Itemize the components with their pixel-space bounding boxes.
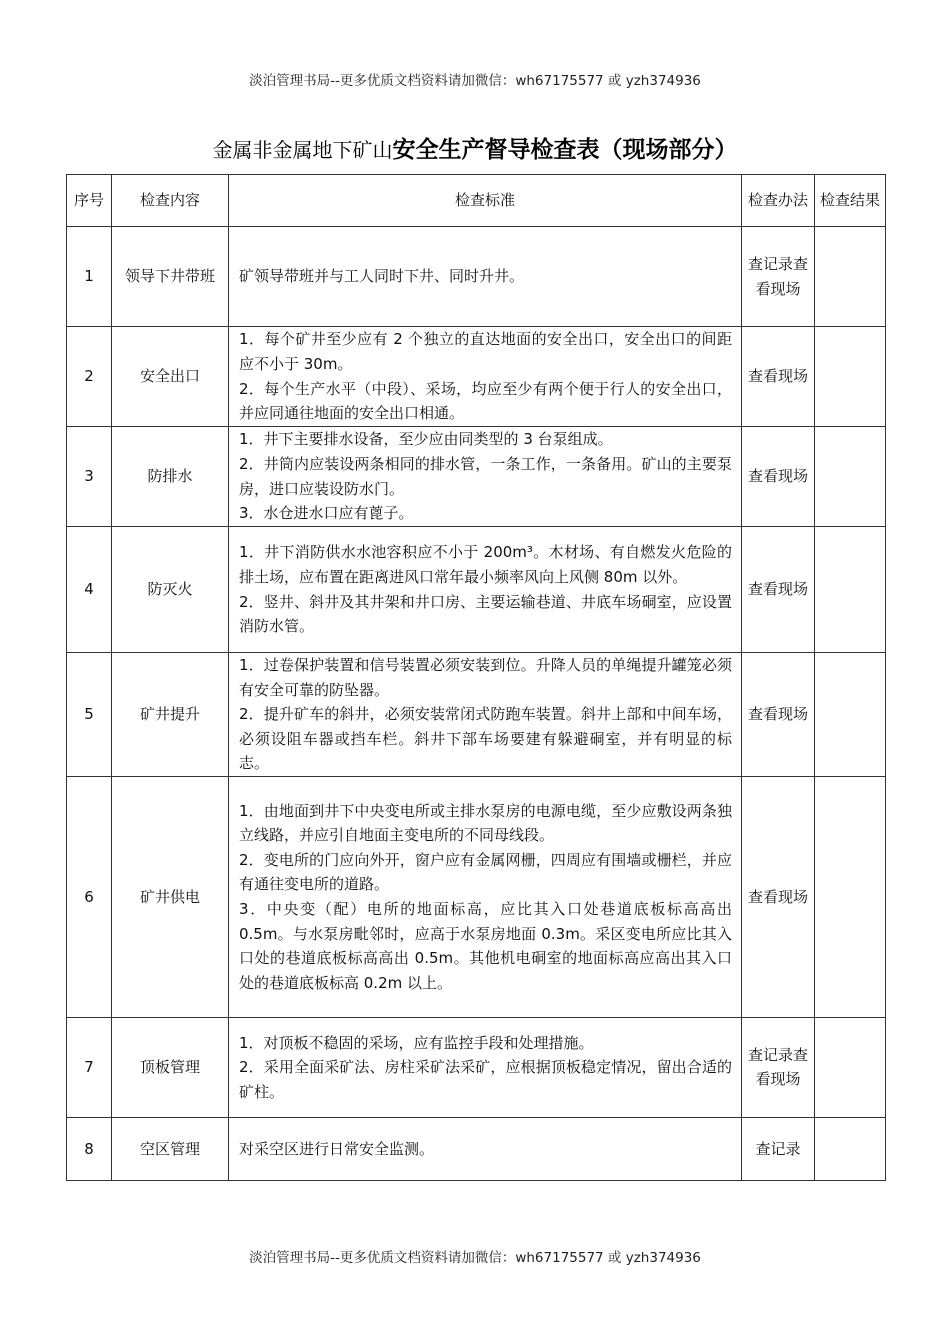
standard-clause: 3．中央变（配）电所的地面标高，应比其入口处巷道底板标高高出 0.5m。与水泵房毗邻时，应高于水泵房地面 0.3m。采区变电所应比其入口处的巷道底板标高高出 0.5m。其他机电硐室的地面标高应高出其入口处的巷道底板标高 0.2m 以上。	[239, 899, 732, 992]
standard-clause: 1．对顶板不稳固的采场，应有监控手段和处理措施。	[239, 1033, 594, 1052]
page-title	[0, 131, 950, 164]
check-item: 防排水	[112, 427, 229, 527]
table-row	[67, 527, 886, 653]
table-row	[67, 1017, 886, 1117]
header-no: 序号	[67, 175, 112, 227]
check-item: 矿井供电	[112, 776, 229, 1017]
standard-clause: 2．变电所的门应向外开，窗户应有金属网栅，四周应有围墙或栅栏，并应有通往变电所的道路。	[239, 850, 732, 894]
inspection-table	[66, 174, 886, 1181]
check-result	[815, 327, 886, 427]
standard-clause: 矿领导带班并与工人同时下井、同时升井。	[239, 267, 525, 286]
check-result	[815, 1117, 886, 1180]
check-item: 空区管理	[112, 1117, 229, 1180]
check-method: 查看现场	[742, 327, 815, 427]
standard-clause: 1．过卷保护装置和信号装置必须安装到位。升降人员的单绳提升罐笼必须有安全可靠的防坠器。	[239, 656, 732, 699]
row-number: 6	[67, 776, 112, 1017]
table-header-row	[67, 175, 886, 227]
header-note: 淡泊管理书局--更多优质文档资料请加微信：wh67175577 或 yzh374936	[249, 73, 701, 89]
row-number: 2	[67, 327, 112, 427]
check-item: 顶板管理	[112, 1017, 229, 1117]
table-row	[67, 427, 886, 527]
check-result	[815, 776, 886, 1017]
check-standard	[229, 427, 742, 527]
check-method: 查记录查看现场	[742, 227, 815, 327]
standard-clause: 3．水仓进水口应有蓖子。	[239, 504, 414, 523]
check-standard	[229, 1117, 742, 1180]
check-result	[815, 227, 886, 327]
standard-clause: 2．提升矿车的斜井，必须安装常闭式防跑车装置。斜井上部和中间车场，必须设阻车器或挡车栏。斜井下部车场要建有躲避硐室，并有明显的标志。	[239, 705, 732, 773]
standard-clause: 1．由地面到井下中央变电所或主排水泵房的电源电缆，至少应敷设两条独立线路，并应引自地面主变电所的不同母线段。	[239, 801, 732, 845]
check-standard	[229, 527, 742, 653]
standard-clause: 2．每个生产水平（中段）、采场，均应至少有两个便于行人的安全出口，并应同通往地面的安全出口相通。	[239, 379, 732, 423]
check-standard	[229, 1017, 742, 1117]
standard-clause: 2．竖井、斜井及其井架和井口房、主要运输巷道、井底车场硐室，应设置消防水管。	[239, 592, 732, 636]
table-body	[67, 227, 886, 1181]
row-number: 8	[67, 1117, 112, 1180]
row-number: 4	[67, 527, 112, 653]
check-standard	[229, 653, 742, 777]
header-result: 检查结果	[815, 175, 886, 227]
footer-note: 淡泊管理书局--更多优质文档资料请加微信：wh67175577 或 yzh374936	[249, 1250, 701, 1266]
table-row	[67, 776, 886, 1017]
title-prefix: 金属非金属地下矿山	[212, 138, 393, 162]
check-result	[815, 1017, 886, 1117]
standard-clause: 2．井筒内应装设两条相同的排水管，一条工作，一条备用。矿山的主要泵房，进口应装设防水门。	[239, 454, 732, 498]
check-standard	[229, 776, 742, 1017]
standard-clause: 2．采用全面采矿法、房柱采矿法采矿，应根据顶板稳定情况，留出合适的矿柱。	[239, 1058, 732, 1101]
table-row	[67, 1117, 886, 1180]
check-item: 防灭火	[112, 527, 229, 653]
table-row	[67, 227, 886, 327]
check-item: 安全出口	[112, 327, 229, 427]
standard-clause: 1．井下消防供水水池容积应不小于 200m³。木材场、有自燃发火危险的排土场，应布置在距离进风口常年最小频率风向上风侧 80m 以外。	[239, 543, 732, 586]
check-result	[815, 427, 886, 527]
row-number: 7	[67, 1017, 112, 1117]
header-standard: 检查标准	[229, 175, 742, 227]
check-item: 矿井提升	[112, 653, 229, 777]
standard-clause: 1．井下主要排水设备，至少应由同类型的 3 台泵组成。	[239, 430, 613, 449]
check-method: 查看现场	[742, 527, 815, 653]
header-method: 检查办法	[742, 175, 815, 227]
check-method: 查记录	[742, 1117, 815, 1180]
standard-clause: 对采空区进行日常安全监测。	[239, 1139, 435, 1158]
check-result	[815, 653, 886, 777]
header-item: 检查内容	[112, 175, 229, 227]
title-main: 安全生产督导检查表（现场部分）	[392, 137, 738, 163]
row-number: 3	[67, 427, 112, 527]
check-item: 领导下井带班	[112, 227, 229, 327]
check-method: 查看现场	[742, 427, 815, 527]
check-method: 查看现场	[742, 776, 815, 1017]
table-row	[67, 327, 886, 427]
row-number: 5	[67, 653, 112, 777]
check-method: 查看现场	[742, 653, 815, 777]
standard-clause: 1．每个矿井至少应有 2 个独立的直达地面的安全出口，安全出口的间距应不小于 30m。	[239, 330, 732, 373]
check-standard	[229, 227, 742, 327]
row-number: 1	[67, 227, 112, 327]
check-standard	[229, 327, 742, 427]
check-method: 查记录查看现场	[742, 1017, 815, 1117]
check-result	[815, 527, 886, 653]
table-row	[67, 653, 886, 777]
